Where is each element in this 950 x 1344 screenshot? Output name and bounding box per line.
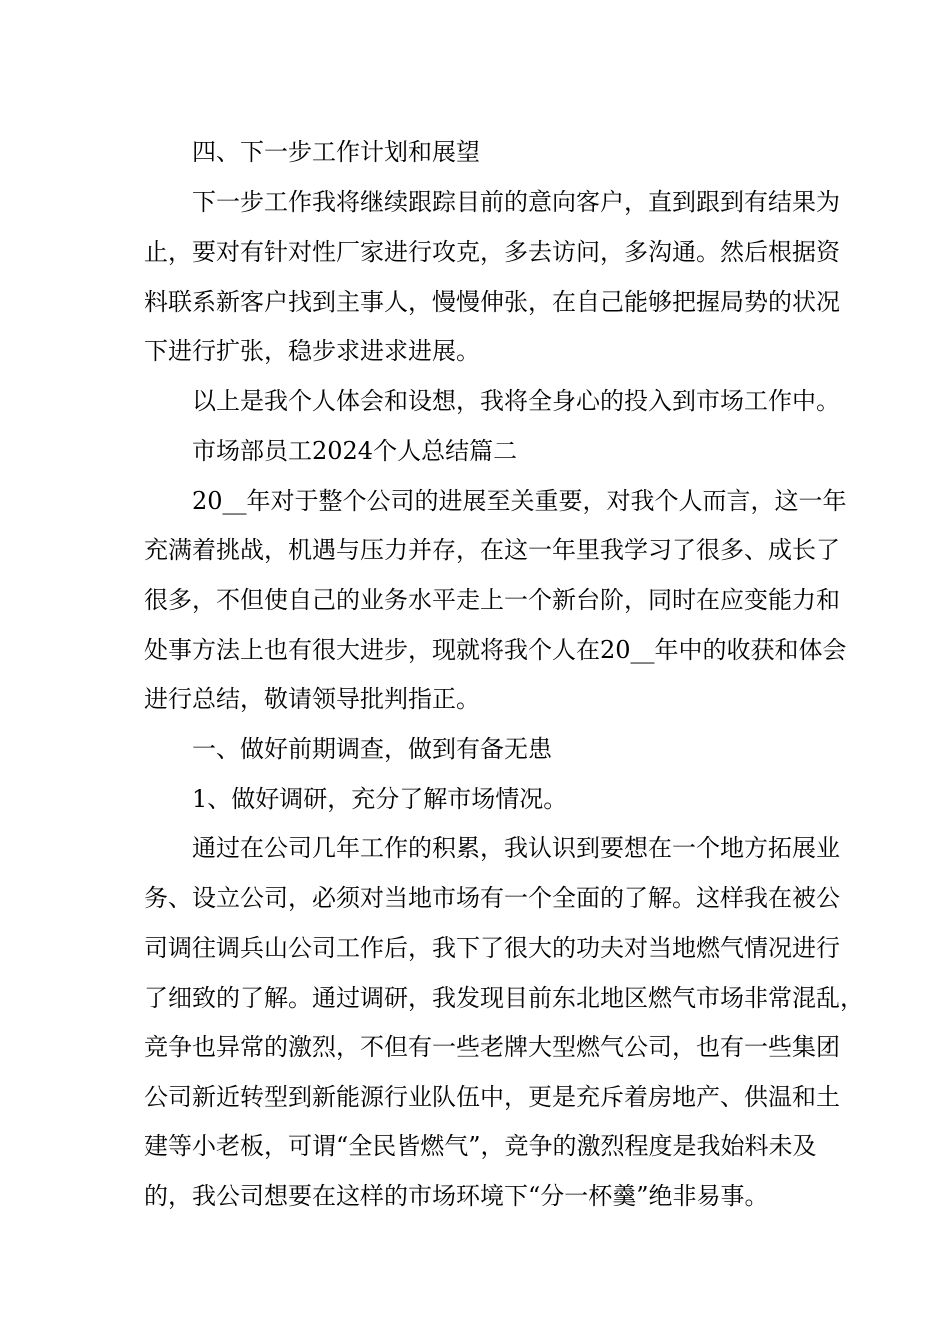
paragraph-line: 20__年对于整个公司的进展至关重要，对我个人而言，这一年	[192, 487, 847, 515]
subheading-research: 1、做好调研，充分了解市场情况。	[192, 785, 568, 813]
paragraph-line: 通过在公司几年工作的积累，我认识到要想在一个地方拓展业	[192, 834, 840, 862]
paragraph-line: 公司新近转型到新能源行业队伍中，更是充斥着房地产、供温和土	[144, 1083, 840, 1111]
paragraph-line: 止，要对有针对性厂家进行攻克，多去访问，多沟通。然后根据资	[144, 238, 840, 266]
paragraph-line: 务、设立公司，必须对当地市场有一个全面的了解。这样我在被公	[144, 884, 840, 912]
paragraph-line: 下进行扩张，稳步求进求进展。	[144, 337, 480, 365]
paragraph-line: 料联系新客户找到主事人，慢慢伸张，在自己能够把握局势的状况	[144, 288, 840, 316]
paragraph-line: 充满着挑战，机遇与压力并存，在这一年里我学习了很多、成长了	[144, 536, 840, 564]
paragraph-line: 的，我公司想要在这样的市场环境下“分一杯羹”绝非易事。	[144, 1182, 769, 1210]
paragraph-line: 进行总结，敬请领导批判指正。	[144, 685, 480, 713]
paragraph-line: 下一步工作我将继续跟踪目前的意向客户，直到跟到有结果为	[192, 188, 840, 216]
paragraph-line: 很多，不但使自己的业务水平走上一个新台阶，同时在应变能力和	[144, 586, 840, 614]
paragraph-line: 以上是我个人体会和设想，我将全身心的投入到市场工作中。	[192, 387, 840, 415]
paragraph-line: 处事方法上也有很大进步，现就将我个人在20__年中的收获和体会	[144, 636, 847, 664]
paragraph-line: 竞争也异常的激烈，不但有一些老牌大型燃气公司，也有一些集团	[144, 1033, 840, 1061]
paragraph-line: 建等小老板，可谓“全民皆燃气”，竞争的激烈程度是我始料未及	[144, 1132, 817, 1160]
paragraph-line: 了细致的了解。通过调研，我发现目前东北地区燃气市场非常混乱，	[144, 984, 864, 1012]
paragraph-line: 司调往调兵山公司工作后，我下了很大的功夫对当地燃气情况进行	[144, 934, 840, 962]
section-title: 市场部员工2024个人总结篇二	[192, 437, 518, 465]
heading-next-plan: 四、下一步工作计划和展望	[192, 138, 480, 166]
heading-preliminary-survey: 一、做好前期调查，做到有备无患	[192, 735, 552, 763]
